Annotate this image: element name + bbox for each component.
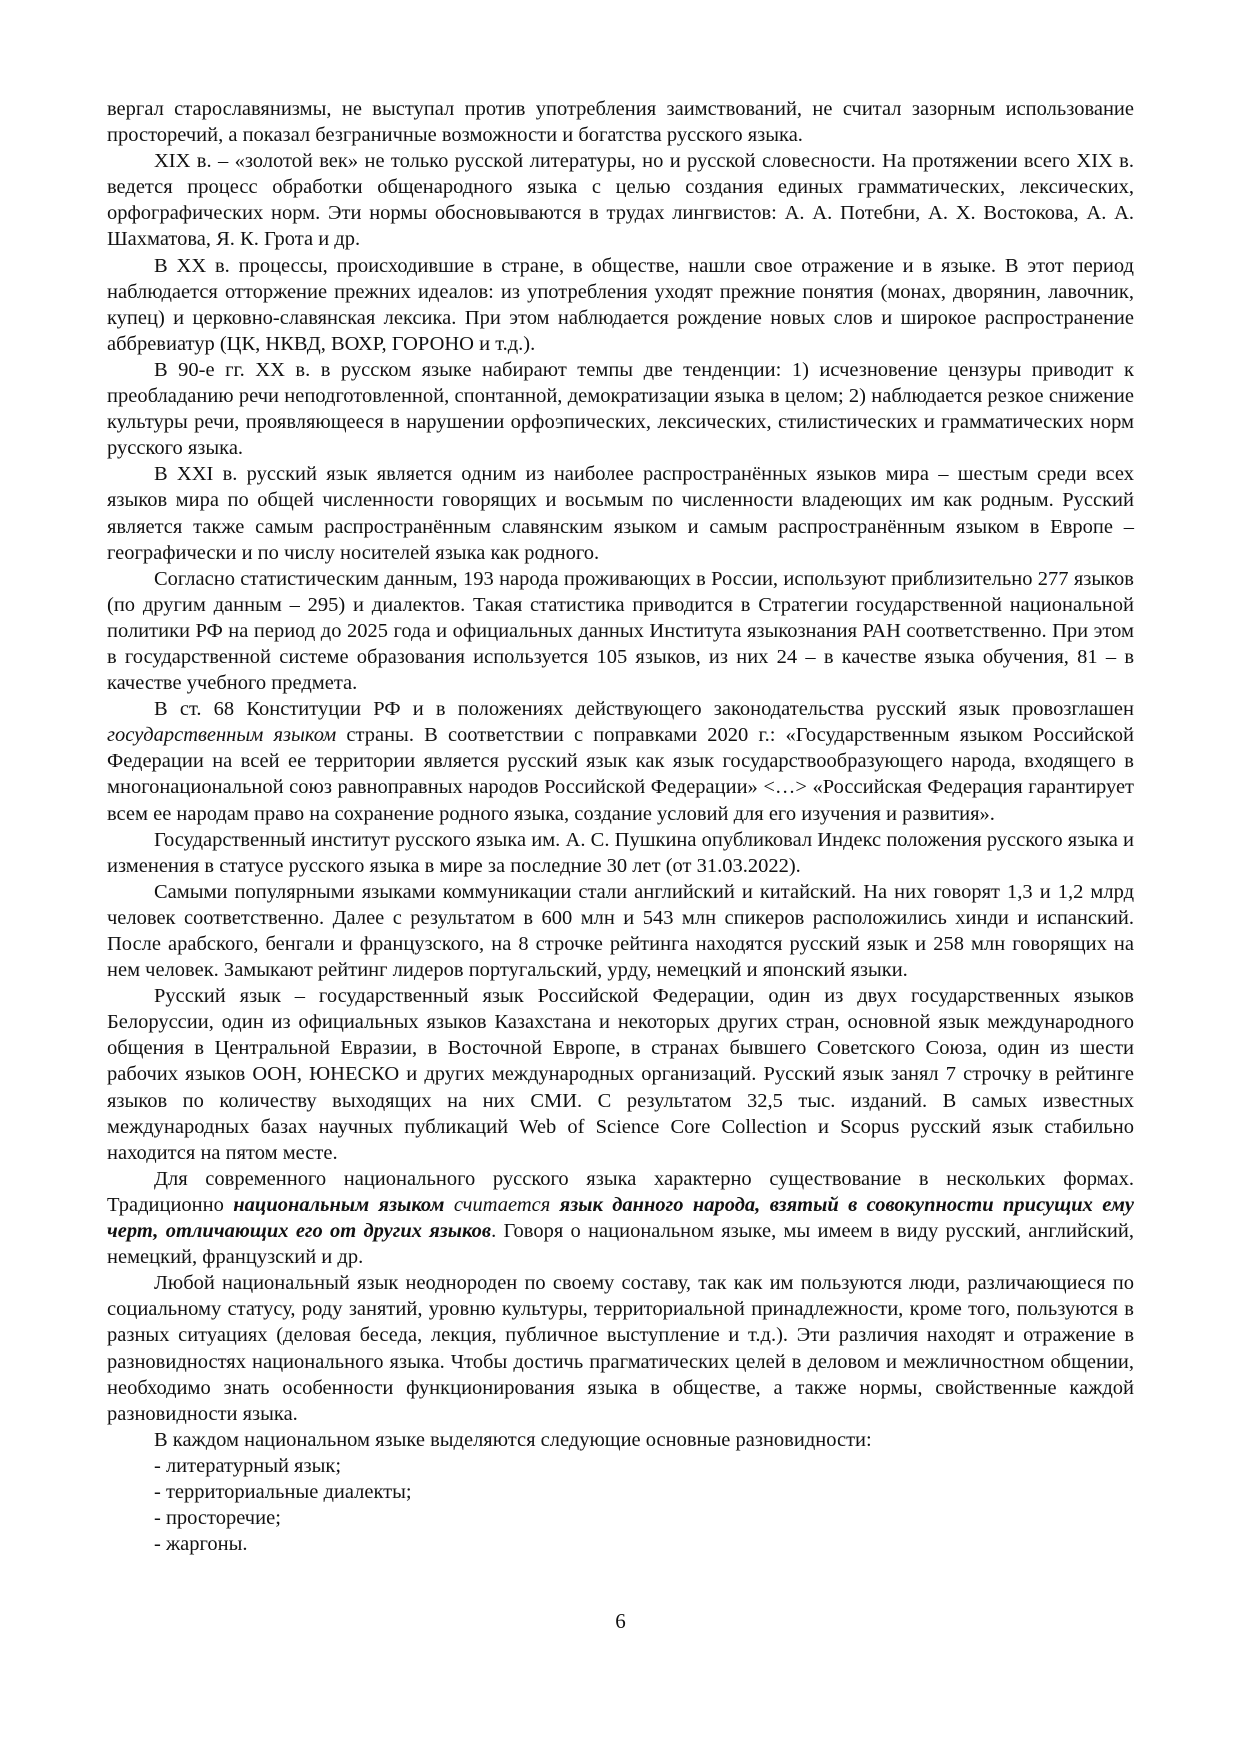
- state-language-term: государственным языком: [107, 724, 337, 747]
- paragraph-heterogeneity: Любой национальный язык неоднороден по своему составу, так как им пользуются люди, различающиеся по социальному статусу, роду занятий, уровню культуры, территориальной принадлежности, кроме того, пользуются в разных ситуациях (деловая беседа, лекция, публичное выступление и т.д.). Эти различия находят и отражение в разновидностях национального языка. Чтобы достичь прагматических целей в деловом и межличностном общении, необходимо знать особенности функционирования языка в обществе, а также нормы, свойственные каждой разновидности языка.: [107, 1272, 1134, 1425]
- list-item: - просторечие;: [154, 1507, 281, 1530]
- paragraph-pushkin-institute: Государственный институт русского языка им. А. С. Пушкина опубликовал Индекс положения русского языка и изменения в статусе русского языка в мире за последние 30 лет (от 31.03.2022).: [107, 828, 1134, 877]
- considered-word: считается: [444, 1193, 560, 1216]
- page-number: 6: [615, 1609, 626, 1633]
- paragraph-statistics: Согласно статистическим данным, 193 народа проживающих в России, используют приблизительно 277 языков (по другим данным – 295) и диалектов. Такая статистика приводится в Стратегии государственной национальной политики РФ на период до 2025 года и официальных данных Института языкознания РАН соответственно. При этом в государственной системе образования используется 105 языков, из них 24 – в качестве языка обучения, 81 – в качестве учебного предмета.: [107, 567, 1134, 695]
- paragraph-varieties-intro: В каждом национальном языке выделяются следующие основные разновидности:: [154, 1428, 872, 1451]
- paragraph-national-language-definition: [107, 1166, 1134, 1270]
- paragraph-russian-status: Русский язык – государственный язык Российской Федерации, один из двух государственных языков Белоруссии, один из официальных языков Казахстана и некоторых других стран, основной язык международного общения в Центральной Евразии, в Восточной Европе, в странах бывшего Советского Союза, один из шести рабочих языков ООН, ЮНЕСКО и других международных организаций. Русский язык занял 7 строчку в рейтинге языков по количеству выходящих на них СМИ. С результатом 32,5 тыс. изданий. В самых известных международных базах научных публикаций Web of Science Core Collection и Scopus русский язык стабильно находится на пятом месте.: [107, 985, 1134, 1164]
- list-item: - территориальные диалекты;: [154, 1480, 412, 1503]
- constitution-text-end: страны. В соответствии с поправками 2020 г.: «Государственным языком Российской Федерации на всей ее территории является русский язык как язык государствообразующего народа, входящего в многонациональной союз равноправных народов Российской Федерации» <…> «Российская Федерация гарантирует всем ее народам право на сохранение родного языка, создание условий для его изучения и развития».: [107, 724, 1134, 825]
- paragraph-1990s: В 90-е гг. XX в. в русском языке набирают темпы две тенденции: 1) исчезновение цензуры приводит к преобладанию речи неподготовленной, спонтанной, демократизации языка в целом; 2) наблюдается резкое снижение культуры речи, проявляющееся в нарушении орфоэпических, лексических, стилистических и грамматических норм русского языка.: [107, 358, 1134, 460]
- paragraph-popular-languages: Самыми популярными языками коммуникации стали английский и китайский. На них говорят 1,3 и 1,2 млрд человек соответственно. Далее с результатом в 600 млн и 543 млн спикеров расположились хинди и испанский. После арабского, бенгали и французского, на 8 строчке рейтинга находятся русский язык и 258 млн говорящих на нем человек. Замыкают рейтинг лидеров португальский, урду, немецкий и японский языки.: [107, 880, 1134, 982]
- list-item: - жаргоны.: [154, 1533, 248, 1556]
- paragraph-constitution: [107, 696, 1134, 826]
- definition-text-end: . Говоря о национальном языке, мы имеем в виду русский, английский, немецкий, французский и др.: [107, 1220, 1134, 1269]
- page-body: [107, 96, 1134, 1557]
- national-language-definition: язык данного народа, взятый в совокупности присущих ему черт, отличающих его от других языков: [107, 1193, 1134, 1243]
- national-language-term: национальным языком: [233, 1193, 445, 1216]
- constitution-text-start: В ст. 68 Конституции РФ и в положениях действующего законодательства русский язык провозглашен: [154, 698, 1134, 721]
- paragraph-continuation: вергал старославянизмы, не выступал против употребления заимствований, не считал зазорным использование просторечий, а показал безграничные возможности и богатства русского языка.: [107, 98, 1134, 147]
- definition-text-start: Для современного национального русского языка характерно существование в нескольких формах. Традиционно: [107, 1167, 1134, 1216]
- paragraph-19th-century: XIX в. – «золотой век» не только русской литературы, но и русской словесности. На протяжении всего XIX в. ведется процесс обработки общенародного языка с целью создания единых грамматических, лексических, орфографических норм. Эти нормы обосновываются в трудах лингвистов: А. А. Потебни, А. Х. Востокова, А. А. Шахматова, Я. К. Грота и др.: [107, 150, 1134, 251]
- paragraph-20th-century: В XX в. процессы, происходившие в стране, в обществе, нашли свое отражение и в языке. В этот период наблюдается отторжение прежних идеалов: из употребления уходят прежние понятия (монах, дворянин, лавочник, купец) и церковно-славянская лексика. При этом наблюдается рождение новых слов и широкое распространение аббревиатур (ЦК, НКВД, ВОХР, ГОРОНО и т.д.).: [107, 254, 1134, 355]
- list-item: - литературный язык;: [154, 1454, 342, 1477]
- paragraph-21st-century: В XXI в. русский язык является одним из наиболее распространённых языков мира – шестым среди всех языков мира по общей численности говорящих и восьмым по численности владеющих им как родным. Русский является также самым распространённым славянским языком и самым распространённым языком в Европе – географически и по числу носителей языка как родного.: [107, 463, 1134, 564]
